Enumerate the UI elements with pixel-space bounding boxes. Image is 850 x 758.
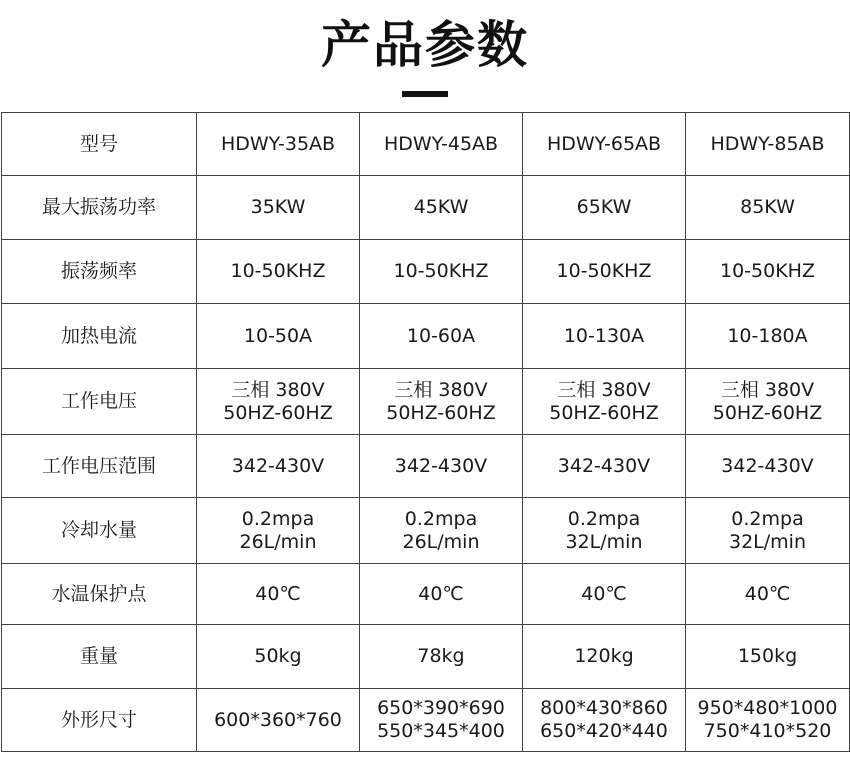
value-cell bbox=[197, 369, 360, 435]
table-row bbox=[2, 304, 850, 369]
cell-value: 35KW bbox=[250, 196, 306, 218]
value-cell bbox=[686, 240, 850, 304]
cell-value: 120kg bbox=[574, 645, 634, 667]
value-cell bbox=[523, 435, 686, 498]
row-label: 最大振荡功率 bbox=[41, 196, 156, 218]
cell-value: 750*410*520 bbox=[703, 720, 832, 742]
value-cell bbox=[197, 564, 360, 625]
header-label: 型号 bbox=[79, 132, 118, 155]
value-cell bbox=[523, 176, 686, 240]
cell-value: 40℃ bbox=[581, 582, 627, 605]
row-label-cell bbox=[2, 435, 197, 498]
cell-value: 650*390*690 bbox=[377, 697, 505, 719]
value-cell bbox=[197, 689, 360, 752]
value-cell bbox=[360, 435, 523, 498]
row-label-cell bbox=[2, 498, 197, 564]
value-cell bbox=[523, 304, 686, 369]
row-label: 水温保护点 bbox=[51, 582, 147, 605]
cell-value: 10-50KHZ bbox=[230, 260, 326, 282]
cell-value: 10-50KHZ bbox=[556, 260, 652, 282]
cell-value: 0.2mpa bbox=[241, 507, 315, 530]
row-label: 加热电流 bbox=[60, 324, 137, 347]
cell-value: 50HZ-60HZ bbox=[223, 401, 333, 424]
table-row bbox=[2, 240, 850, 304]
cell-value: 32L/min bbox=[729, 530, 806, 553]
header-model-cell bbox=[197, 113, 360, 176]
cell-value: 342-430V bbox=[394, 454, 488, 477]
cell-value: 50HZ-60HZ bbox=[712, 401, 823, 424]
row-label-cell bbox=[2, 304, 197, 369]
cell-value: 三相 380V bbox=[720, 378, 815, 401]
cell-value: 三相 380V bbox=[394, 378, 488, 401]
value-cell bbox=[686, 689, 850, 752]
cell-value: 40℃ bbox=[744, 582, 791, 605]
row-label-cell bbox=[2, 689, 197, 752]
model-name: HDWY-65AB bbox=[546, 132, 662, 155]
cell-value: 10-180A bbox=[727, 324, 808, 347]
table-row bbox=[2, 498, 850, 564]
cell-value: 26L/min bbox=[402, 530, 480, 553]
value-cell bbox=[360, 625, 523, 689]
row-label: 工作电压范围 bbox=[41, 454, 156, 477]
value-cell bbox=[523, 498, 686, 564]
value-cell bbox=[197, 625, 360, 689]
cell-value: 800*430*860 bbox=[540, 697, 668, 719]
value-cell bbox=[686, 564, 850, 625]
cell-value: 0.2mpa bbox=[404, 507, 478, 530]
model-name: HDWY-45AB bbox=[383, 132, 499, 155]
cell-value: 32L/min bbox=[565, 530, 643, 553]
value-cell bbox=[197, 176, 360, 240]
value-cell bbox=[360, 564, 523, 625]
value-cell bbox=[686, 369, 850, 435]
cell-value: 三相 380V bbox=[231, 378, 325, 401]
value-cell bbox=[360, 304, 523, 369]
value-cell bbox=[360, 689, 523, 752]
cell-value: 40℃ bbox=[255, 582, 301, 605]
cell-value: 65KW bbox=[576, 196, 632, 218]
cell-value: 50kg bbox=[254, 645, 302, 667]
value-cell bbox=[523, 689, 686, 752]
cell-value: 50HZ-60HZ bbox=[549, 401, 659, 424]
row-label: 外形尺寸 bbox=[60, 708, 137, 731]
cell-value: 150kg bbox=[737, 645, 798, 667]
row-label-cell bbox=[2, 240, 197, 304]
header-label-cell bbox=[2, 113, 197, 176]
value-cell bbox=[686, 625, 850, 689]
value-cell bbox=[197, 435, 360, 498]
value-cell bbox=[686, 176, 850, 240]
cell-value: 342-430V bbox=[231, 454, 325, 477]
row-label: 振荡频率 bbox=[60, 260, 137, 282]
cell-value: 10-50A bbox=[243, 324, 313, 347]
value-cell bbox=[360, 498, 523, 564]
cell-value: 26L/min bbox=[239, 530, 317, 553]
header-model-cell bbox=[360, 113, 523, 176]
value-cell bbox=[360, 369, 523, 435]
cell-value: 600*360*760 bbox=[214, 708, 342, 731]
cell-value: 10-60A bbox=[406, 324, 476, 347]
row-label-cell bbox=[2, 176, 197, 240]
cell-value: 10-50KHZ bbox=[720, 260, 815, 282]
header-row bbox=[2, 113, 850, 176]
table-row bbox=[2, 435, 850, 498]
table-row bbox=[2, 625, 850, 689]
row-label: 重量 bbox=[79, 645, 118, 667]
row-label-cell bbox=[2, 369, 197, 435]
header-model-cell bbox=[686, 113, 850, 176]
cell-value: 342-430V bbox=[721, 454, 814, 477]
cell-value: 三相 380V bbox=[557, 378, 651, 401]
value-cell bbox=[197, 240, 360, 304]
row-label-cell bbox=[2, 625, 197, 689]
cell-value: 45KW bbox=[413, 196, 469, 218]
table-row bbox=[2, 689, 850, 752]
row-label: 工作电压 bbox=[60, 390, 137, 412]
cell-value: 550*345*400 bbox=[377, 720, 505, 742]
value-cell bbox=[197, 304, 360, 369]
value-cell bbox=[360, 240, 523, 304]
title-underline bbox=[402, 91, 448, 97]
cell-value: 342-430V bbox=[557, 454, 651, 477]
table-row bbox=[2, 564, 850, 625]
value-cell bbox=[686, 304, 850, 369]
model-name: HDWY-35AB bbox=[220, 132, 336, 155]
row-label-cell bbox=[2, 564, 197, 625]
table-row bbox=[2, 176, 850, 240]
table-row bbox=[2, 369, 850, 435]
cell-value: 85KW bbox=[740, 196, 795, 218]
value-cell bbox=[360, 176, 523, 240]
value-cell bbox=[523, 564, 686, 625]
spec-table bbox=[1, 112, 850, 752]
cell-value: 10-130A bbox=[563, 324, 645, 347]
cell-value: 50HZ-60HZ bbox=[386, 401, 496, 424]
value-cell bbox=[523, 369, 686, 435]
cell-value: 0.2mpa bbox=[731, 507, 804, 530]
header-model-cell bbox=[523, 113, 686, 176]
value-cell bbox=[523, 625, 686, 689]
model-name: HDWY-85AB bbox=[710, 132, 825, 155]
cell-value: 10-50KHZ bbox=[393, 260, 489, 282]
value-cell bbox=[686, 498, 850, 564]
cell-value: 40℃ bbox=[418, 582, 464, 605]
cell-value: 650*420*440 bbox=[540, 720, 668, 742]
page-title: 产品参数 bbox=[321, 16, 529, 74]
row-label: 冷却水量 bbox=[60, 519, 137, 541]
value-cell bbox=[523, 240, 686, 304]
value-cell bbox=[197, 498, 360, 564]
value-cell bbox=[686, 435, 850, 498]
cell-value: 0.2mpa bbox=[567, 507, 641, 530]
cell-value: 78kg bbox=[417, 645, 465, 667]
cell-value: 950*480*1000 bbox=[697, 697, 838, 719]
